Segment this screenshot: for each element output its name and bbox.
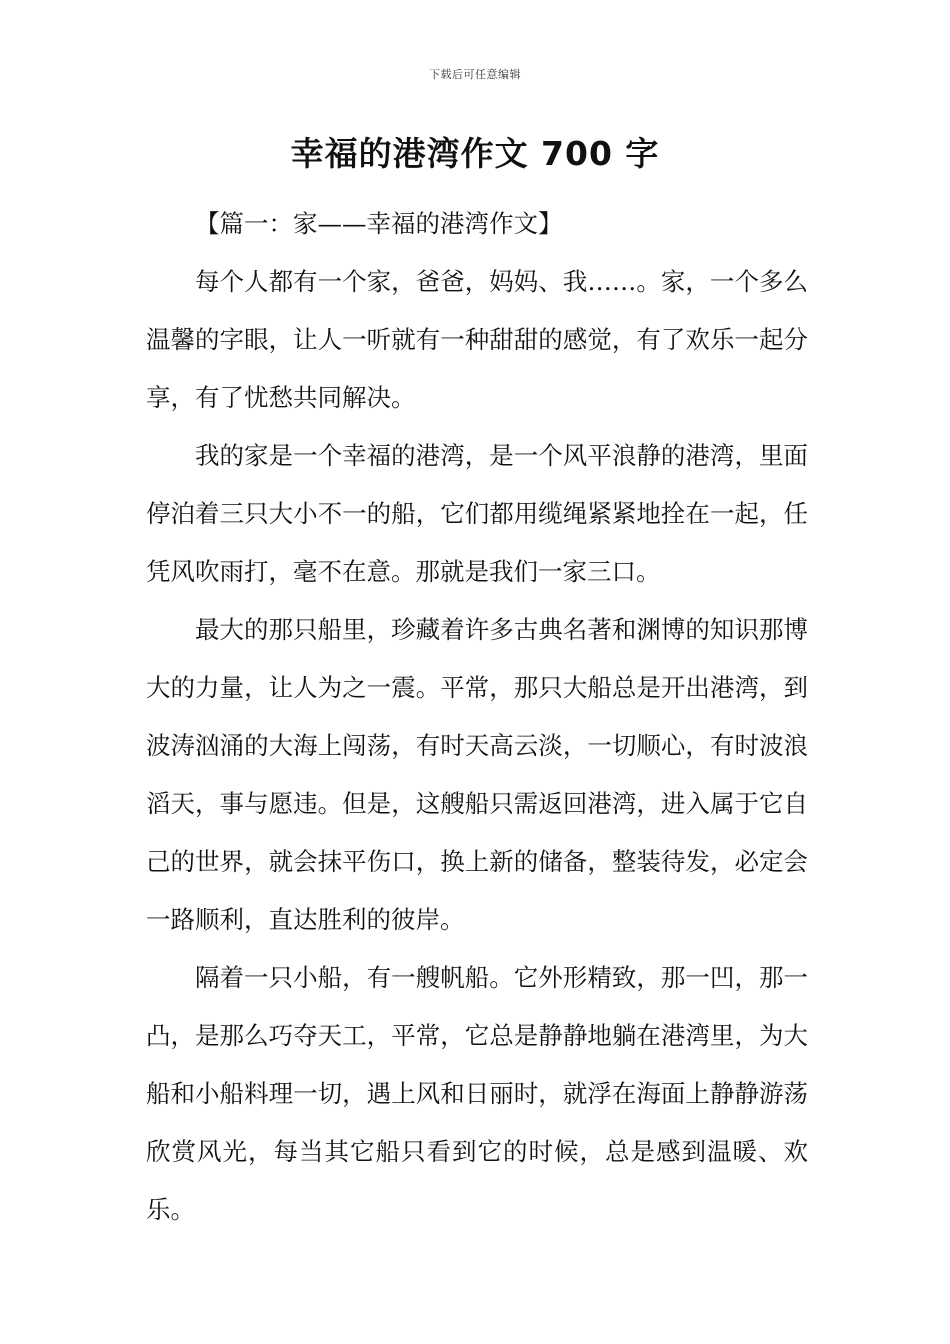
page-title: 幸福的港湾作文 700 字	[290, 134, 660, 173]
document-body	[146, 195, 808, 1239]
header-note: 下载后可任意编辑	[429, 68, 521, 81]
paragraph: 最大的那只船里，珍藏着许多古典名著和渊博的知识那博大的力量，让人为之一震。平常，那只大船总是开出港湾，到波涛汹涌的大海上闯荡，有时天高云淡，一切顺心，有时波浪滔天，事与愿违。但是，这艘船只需返回港湾，进入属于它自己的世界，就会抹平伤口，换上新的储备，整装待发，必定会一路顺利，直达胜利的彼岸。	[146, 615, 808, 934]
section-heading: 【篇一：家——幸福的港湾作文】	[195, 209, 563, 238]
paragraph: 每个人都有一个家，爸爸，妈妈、我……。家，一个多么温馨的字眼，让人一听就有一种甜甜的感觉，有了欢乐一起分享，有了忧愁共同解决。	[146, 267, 808, 412]
paragraph: 我的家是一个幸福的港湾，是一个风平浪静的港湾，里面停泊着三只大小不一的船，它们都用缆绳紧紧地拴在一起，任凭风吹雨打，毫不在意。那就是我们一家三口。	[146, 441, 808, 586]
paragraph: 隔着一只小船，有一艘帆船。它外形精致，那一凹，那一凸，是那么巧夺天工，平常，它总是静静地躺在港湾里，为大船和小船料理一切，遇上风和日丽时，就浮在海面上静静游荡欣赏风光，每当其它船只看到它的时候，总是感到温暖、欢乐。	[146, 963, 808, 1224]
